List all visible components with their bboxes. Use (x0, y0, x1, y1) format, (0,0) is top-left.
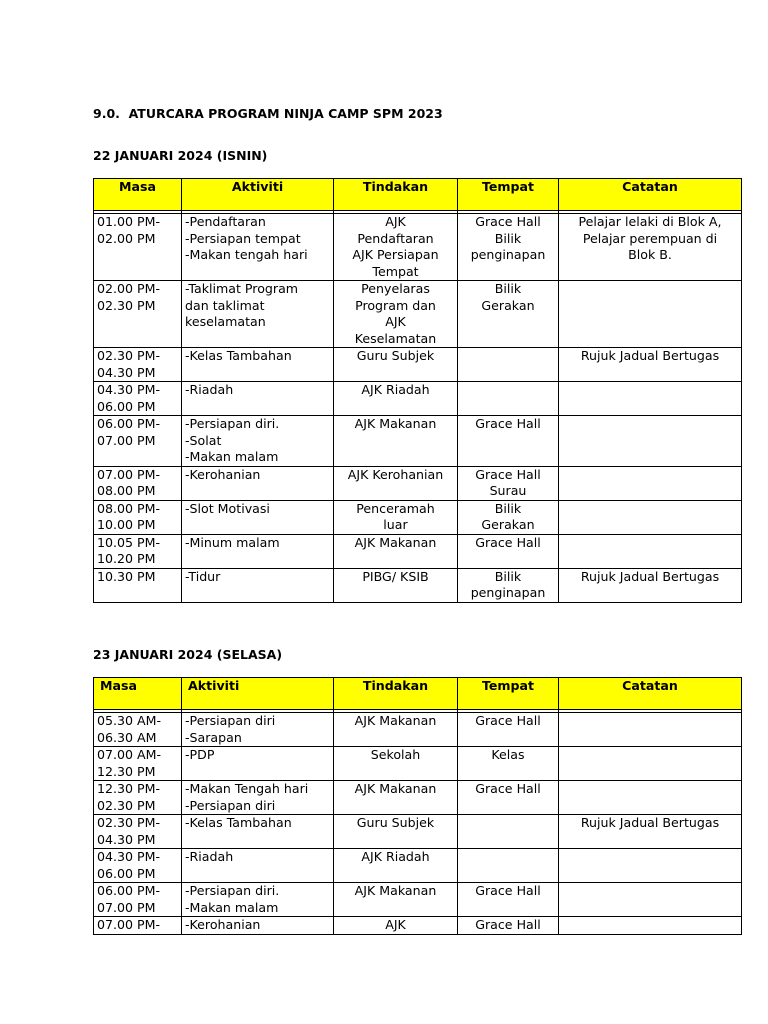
column-header-masa: Masa (94, 678, 182, 710)
table-header-row (94, 678, 742, 710)
cell-tempat: Grace Hall (458, 713, 559, 747)
cell-tindakan: AJK Pendaftaran AJK Persiapan Tempat (334, 214, 458, 281)
cell-catatan (559, 917, 742, 935)
table-row (94, 568, 742, 602)
cell-tindakan: AJK Makanan (334, 713, 458, 747)
cell-catatan (559, 500, 742, 534)
cell-tindakan: AJK (334, 917, 458, 935)
cell-catatan: Rujuk Jadual Bertugas (559, 568, 742, 602)
cell-tindakan: AJK Makanan (334, 883, 458, 917)
schedule-table-day2 (93, 677, 742, 935)
cell-aktiviti: -Riadah (182, 849, 334, 883)
table-row (94, 348, 742, 382)
cell-tempat (458, 815, 559, 849)
cell-aktiviti: -PDP (182, 747, 334, 781)
cell-tempat: Kelas (458, 747, 559, 781)
cell-aktiviti: -Pendaftaran -Persiapan tempat -Makan tengah hari (182, 214, 334, 281)
cell-tindakan: Guru Subjek (334, 815, 458, 849)
cell-catatan: Rujuk Jadual Bertugas (559, 815, 742, 849)
cell-masa: 08.00 PM- 10.00 PM (94, 500, 182, 534)
cell-aktiviti: -Riadah (182, 382, 334, 416)
column-header-tempat: Tempat (458, 678, 559, 710)
column-header-masa: Masa (94, 179, 182, 211)
cell-tindakan: AJK Makanan (334, 416, 458, 467)
column-header-tindakan: Tindakan (334, 678, 458, 710)
cell-masa: 12.30 PM- 02.30 PM (94, 781, 182, 815)
cell-tempat: Grace Hall (458, 883, 559, 917)
cell-masa: 07.00 PM- 08.00 PM (94, 466, 182, 500)
cell-tindakan: AJK Makanan (334, 781, 458, 815)
cell-aktiviti: -Minum malam (182, 534, 334, 568)
cell-masa: 05.30 AM- 06.30 AM (94, 713, 182, 747)
cell-catatan (559, 466, 742, 500)
table-row (94, 466, 742, 500)
cell-catatan: Rujuk Jadual Bertugas (559, 348, 742, 382)
cell-catatan: Pelajar lelaki di Blok A, Pelajar perempuan di Blok B. (559, 214, 742, 281)
cell-aktiviti: -Kelas Tambahan (182, 348, 334, 382)
cell-catatan (559, 713, 742, 747)
cell-tempat (458, 382, 559, 416)
table-row (94, 781, 742, 815)
cell-aktiviti: -Kelas Tambahan (182, 815, 334, 849)
cell-aktiviti: -Slot Motivasi (182, 500, 334, 534)
cell-masa: 01.00 PM- 02.00 PM (94, 214, 182, 281)
cell-aktiviti: -Persiapan diri -Sarapan (182, 713, 334, 747)
cell-aktiviti: -Makan Tengah hari -Persiapan diri (182, 781, 334, 815)
cell-tempat: Grace Hall (458, 534, 559, 568)
table-row (94, 815, 742, 849)
cell-tindakan: AJK Riadah (334, 382, 458, 416)
document-heading: 9.0. ATURCARA PROGRAM NINJA CAMP SPM 2023 (93, 106, 443, 121)
cell-tindakan: AJK Kerohanian (334, 466, 458, 500)
cell-aktiviti: -Kerohanian (182, 917, 334, 935)
cell-catatan (559, 534, 742, 568)
table-row (94, 747, 742, 781)
cell-tindakan: AJK Makanan (334, 534, 458, 568)
cell-catatan (559, 747, 742, 781)
table-row (94, 500, 742, 534)
cell-masa: 07.00 PM- (94, 917, 182, 935)
cell-masa: 06.00 PM- 07.00 PM (94, 883, 182, 917)
cell-masa: 02.30 PM- 04.30 PM (94, 815, 182, 849)
cell-masa: 06.00 PM- 07.00 PM (94, 416, 182, 467)
cell-tindakan: Penyelaras Program dan AJK Keselamatan (334, 281, 458, 348)
table-header-row (94, 179, 742, 211)
cell-masa: 04.30 PM- 06.00 PM (94, 382, 182, 416)
table-row (94, 534, 742, 568)
column-header-tindakan: Tindakan (334, 179, 458, 211)
cell-catatan (559, 416, 742, 467)
cell-aktiviti: -Persiapan diri. -Solat -Makan malam (182, 416, 334, 467)
table-row (94, 281, 742, 348)
table-row (94, 917, 742, 935)
table-row (94, 416, 742, 467)
table-row (94, 883, 742, 917)
column-header-aktiviti: Aktiviti (182, 678, 334, 710)
cell-tempat: Bilik Gerakan (458, 281, 559, 348)
table-row (94, 849, 742, 883)
cell-tempat: Grace Hall (458, 781, 559, 815)
cell-tindakan: AJK Riadah (334, 849, 458, 883)
cell-masa: 04.30 PM- 06.00 PM (94, 849, 182, 883)
table-row (94, 382, 742, 416)
schedule-table-day1 (93, 178, 742, 603)
column-header-catatan: Catatan (559, 678, 742, 710)
cell-masa: 10.30 PM (94, 568, 182, 602)
cell-catatan (559, 382, 742, 416)
cell-tempat: Grace Hall Surau (458, 466, 559, 500)
cell-masa: 10.05 PM- 10.20 PM (94, 534, 182, 568)
cell-aktiviti: -Tidur (182, 568, 334, 602)
cell-masa: 02.00 PM- 02.30 PM (94, 281, 182, 348)
cell-tempat (458, 348, 559, 382)
table-row (94, 214, 742, 281)
cell-catatan (559, 781, 742, 815)
cell-tempat: Grace Hall Bilik penginapan (458, 214, 559, 281)
cell-masa: 02.30 PM- 04.30 PM (94, 348, 182, 382)
cell-tindakan: Guru Subjek (334, 348, 458, 382)
cell-tindakan: Sekolah (334, 747, 458, 781)
cell-tindakan: PIBG/ KSIB (334, 568, 458, 602)
cell-tempat: Bilik penginapan (458, 568, 559, 602)
cell-tempat: Bilik Gerakan (458, 500, 559, 534)
column-header-aktiviti: Aktiviti (182, 179, 334, 211)
cell-aktiviti: -Taklimat Program dan taklimat keselamatan (182, 281, 334, 348)
cell-tindakan: Penceramah luar (334, 500, 458, 534)
cell-aktiviti: -Persiapan diri. -Makan malam (182, 883, 334, 917)
cell-aktiviti: -Kerohanian (182, 466, 334, 500)
column-header-catatan: Catatan (559, 179, 742, 211)
day2-heading: 23 JANUARI 2024 (SELASA) (93, 647, 283, 662)
day1-heading: 22 JANUARI 2024 (ISNIN) (93, 148, 268, 163)
column-header-tempat: Tempat (458, 179, 559, 211)
cell-catatan (559, 849, 742, 883)
cell-tempat (458, 849, 559, 883)
cell-masa: 07.00 AM- 12.30 PM (94, 747, 182, 781)
cell-tempat: Grace Hall (458, 416, 559, 467)
cell-catatan (559, 281, 742, 348)
cell-tempat: Grace Hall (458, 917, 559, 935)
cell-catatan (559, 883, 742, 917)
table-row (94, 713, 742, 747)
